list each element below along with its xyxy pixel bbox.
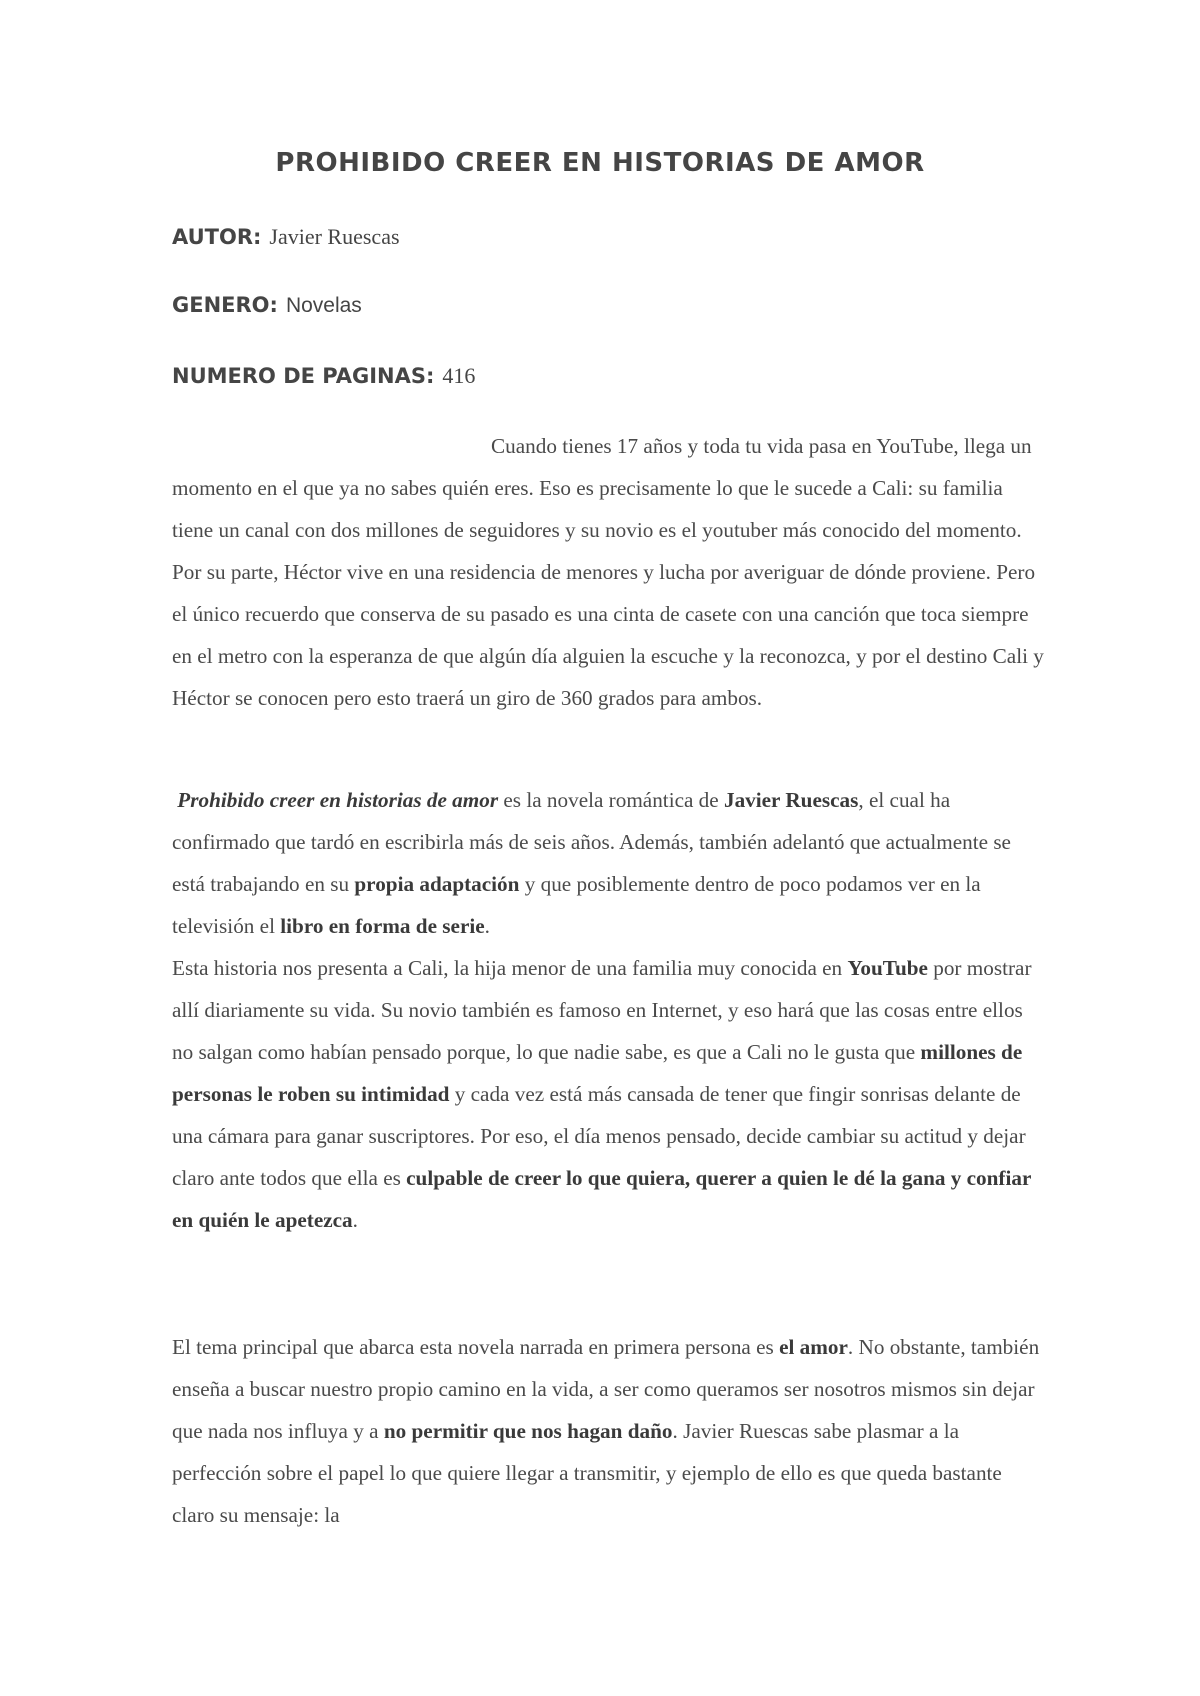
text-run: , el cual ha confirmado que tardó en escribirla más de seis años. Además, también adelantó que actualmente se está trabajando en su: [172, 788, 1011, 896]
text-run: por mostrar allí diariamente su vida. Su novio también es famoso en Internet, y eso hará que las cosas entre ellos no salgan como habían pensado porque, lo que nadie sabe, es que a Cali no le gusta que: [172, 956, 1032, 1064]
text-run: El tema principal que abarca esta novela narrada en primera persona es: [172, 1335, 780, 1359]
bold-phrase: el amor: [779, 1335, 848, 1359]
pages-label: NUMERO DE PAGINAS:: [172, 364, 435, 388]
bold-phrase: propia adaptación: [354, 872, 520, 896]
document-title: PROHIBIDO CREER EN HISTORIAS DE AMOR: [275, 148, 925, 178]
text-run: es la novela romántica de: [498, 788, 724, 812]
author-value: Javier Ruescas: [269, 224, 400, 249]
bold-phrase: no permitir que nos hagan daño: [383, 1419, 673, 1443]
author-label: AUTOR:: [172, 225, 262, 249]
text-run: y que posiblemente dentro de poco podamos ver en la televisión el: [172, 872, 981, 938]
synopsis-paragraph: [172, 425, 1044, 719]
author-emphasis: Javier Ruescas: [723, 788, 859, 812]
book-title-emphasis: Prohibido creer en historias de amor: [177, 788, 499, 812]
pages-value: 416: [442, 363, 476, 388]
genre-label: GENERO:: [172, 293, 278, 317]
text-run: y cada vez está más cansada de tener que fingir sonrisas delante de una cámara para ganar suscriptores. Por eso, el día menos pensado, decide cambiar su actitud y dejar claro ante todos que ella es: [172, 1082, 1026, 1190]
review-paragraph-3: [172, 1326, 1044, 1536]
bold-phrase: millones de personas le roben su intimidad: [172, 1040, 1023, 1106]
text-run: . No obstante, también enseña a buscar nuestro propio camino en la vida, a ser como queramos ser nosotros mismos sin dejar que nada nos influya y a: [172, 1335, 1040, 1443]
bold-phrase: culpable de creer lo que quiera, querer a quien le dé la gana y confiar en quién le apetezca: [172, 1166, 1031, 1232]
review-paragraph-1: [172, 779, 1044, 947]
text-run: . Javier Ruescas sabe plasmar a la perfección sobre el papel lo que quiere llegar a transmitir, y ejemplo de ello es que queda bastante claro su mensaje: la: [172, 1419, 1002, 1527]
bold-phrase: YouTube: [847, 956, 928, 980]
genre-row: [172, 293, 362, 318]
pages-row: [172, 363, 475, 389]
author-row: [172, 224, 400, 250]
text-run: .: [352, 1208, 358, 1232]
text-run: .: [484, 914, 490, 938]
genre-value: Novelas: [285, 294, 362, 317]
text-run: Esta historia nos presenta a Cali, la hija menor de una familia muy conocida en: [172, 956, 848, 980]
bold-phrase: libro en forma de serie: [280, 914, 485, 938]
review-paragraph-2: [172, 947, 1044, 1241]
synopsis-text: Cuando tienes 17 años y toda tu vida pasa en YouTube, llega un momento en el que ya no sabes quién eres. Eso es precisamente lo que le sucede a Cali: su familia tiene un canal con dos millones de seguidores y su novio es el youtuber más conocido del momento. Por su parte, Héctor vive en una residencia de menores y lucha por averiguar de dónde proviene. Pero el único recuerdo que conserva de su pasado es una cinta de casete con una canción que toca siempre en el metro con la esperanza de que algún día alguien la escuche y la reconozca, y por el destino Cali y Héctor se conocen pero esto traerá un giro de 360 grados para ambos.: [172, 434, 1044, 710]
